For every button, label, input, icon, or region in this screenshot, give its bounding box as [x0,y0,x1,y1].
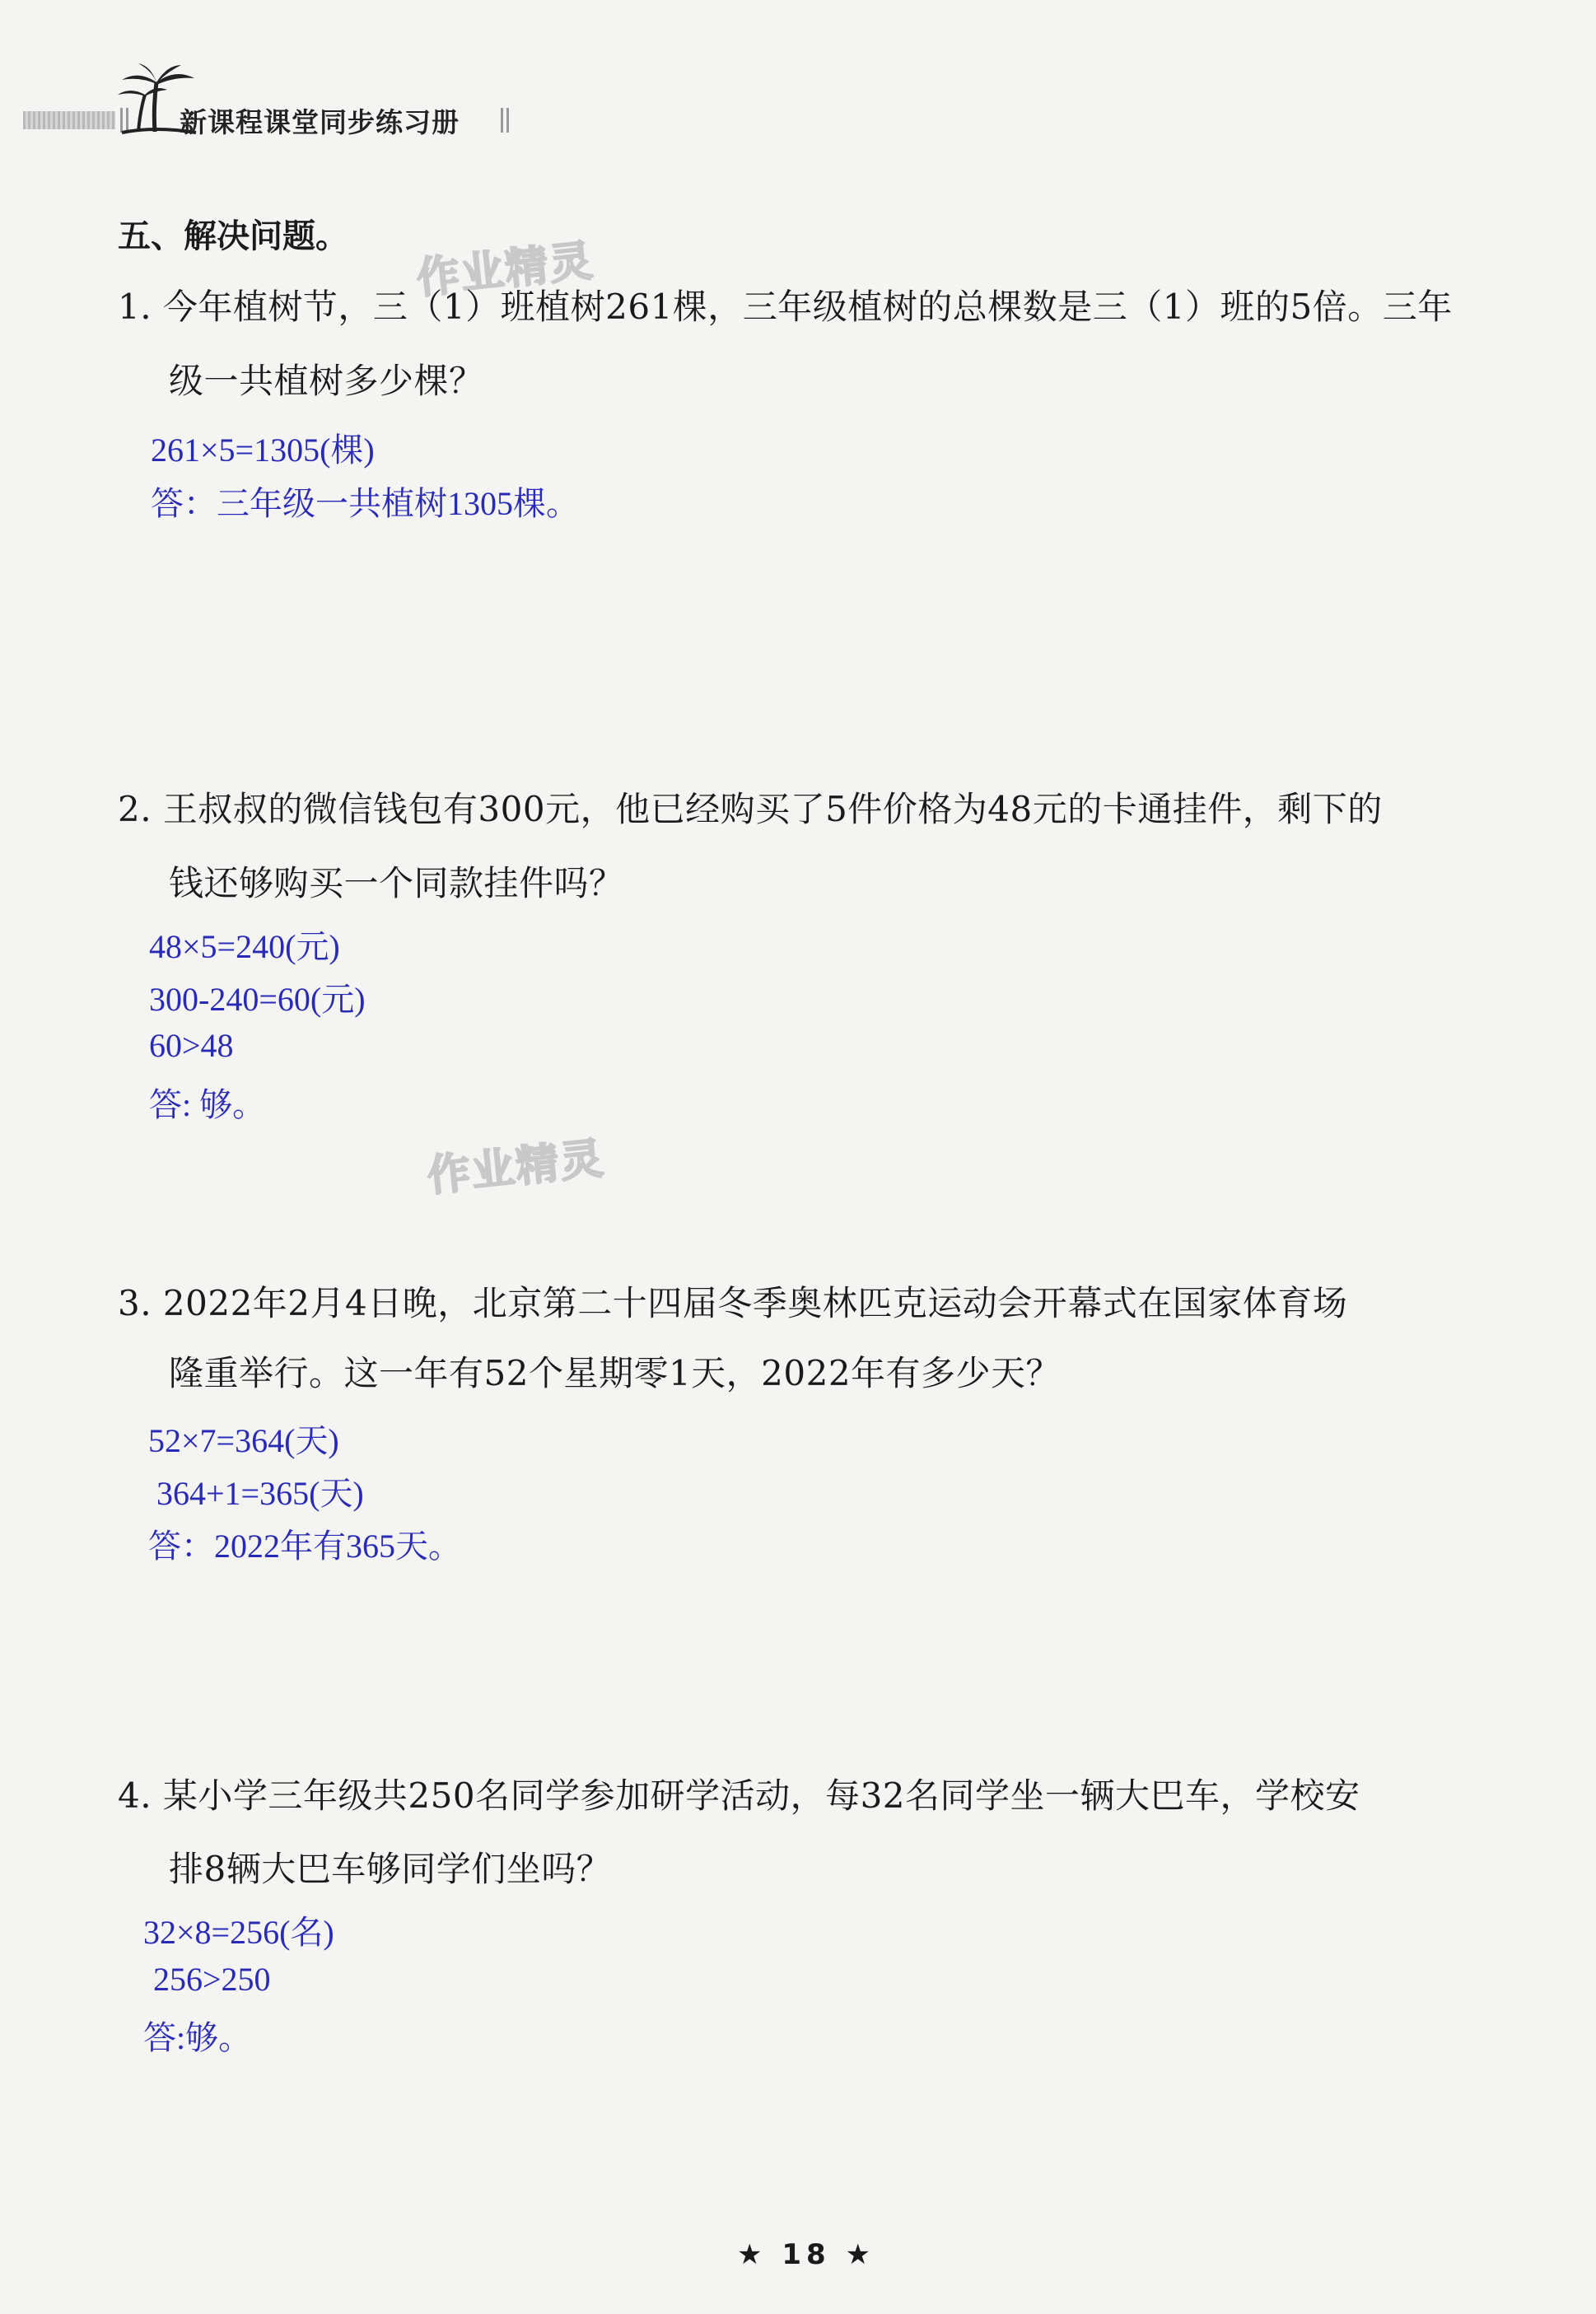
question-1-line-2: 级一共植树多少棵？ [169,361,484,401]
answer-3-step-1: 52×7=364(天) [148,1422,339,1459]
question-4-line-2: 排8辆大巴车够同学们坐吗？ [169,1849,612,1889]
section-title: 五、解决问题。 [118,217,348,255]
question-2-line-1: 2. 王叔叔的微信钱包有300元，他已经购买了5件价格为48元的卡通挂件，剩下的 [118,789,1383,829]
page-header [23,78,550,161]
watermark: 作业精灵 [414,236,597,305]
answer-3-conclusion: 答：2022年有365天。 [148,1528,461,1565]
answer-4-step-2: 256>250 [153,1961,271,1998]
answer-1-step-1: 261×5=1305(棵) [151,432,375,469]
question-1-line-1: 1. 今年植树节，三（1）班植树261棵，三年级植树的总棵数是三（1）班的5倍。三年 [118,287,1453,327]
header-decor-bar [23,111,115,129]
answer-2-conclusion: 答: 够。 [149,1086,266,1123]
answer-3-step-2: 364+1=365(天) [156,1475,364,1512]
answer-2-step-2: 300-240=60(元) [149,981,366,1018]
answer-2-step-1: 48×5=240(元) [149,928,340,965]
answer-4-step-1: 32×8=256(名) [143,1914,334,1951]
question-3-line-2: 隆重举行。这一年有52个星期零1天，2022年有多少天？ [169,1353,1062,1393]
question-2-line-2: 钱还够购买一个同款挂件吗？ [169,863,624,903]
watermark: 作业精灵 [425,1133,608,1202]
page-number: ★ 18 ★ [737,2238,875,2271]
question-4-line-1: 4. 某小学三年级共250名同学参加研学活动，每32名同学坐一辆大巴车，学校安 [118,1775,1360,1816]
answer-1-conclusion: 答：三年级一共植树1305棵。 [151,485,579,522]
header-divider [501,108,512,133]
question-3-line-1: 3. 2022年2月4日晚，北京第二十四届冬季奥林匹克运动会开幕式在国家体育场 [118,1283,1348,1323]
answer-2-step-3: 60>48 [149,1027,234,1064]
answer-4-conclusion: 答:够。 [143,2019,252,2056]
header-title: 新课程课堂同步练习册 [180,106,460,138]
